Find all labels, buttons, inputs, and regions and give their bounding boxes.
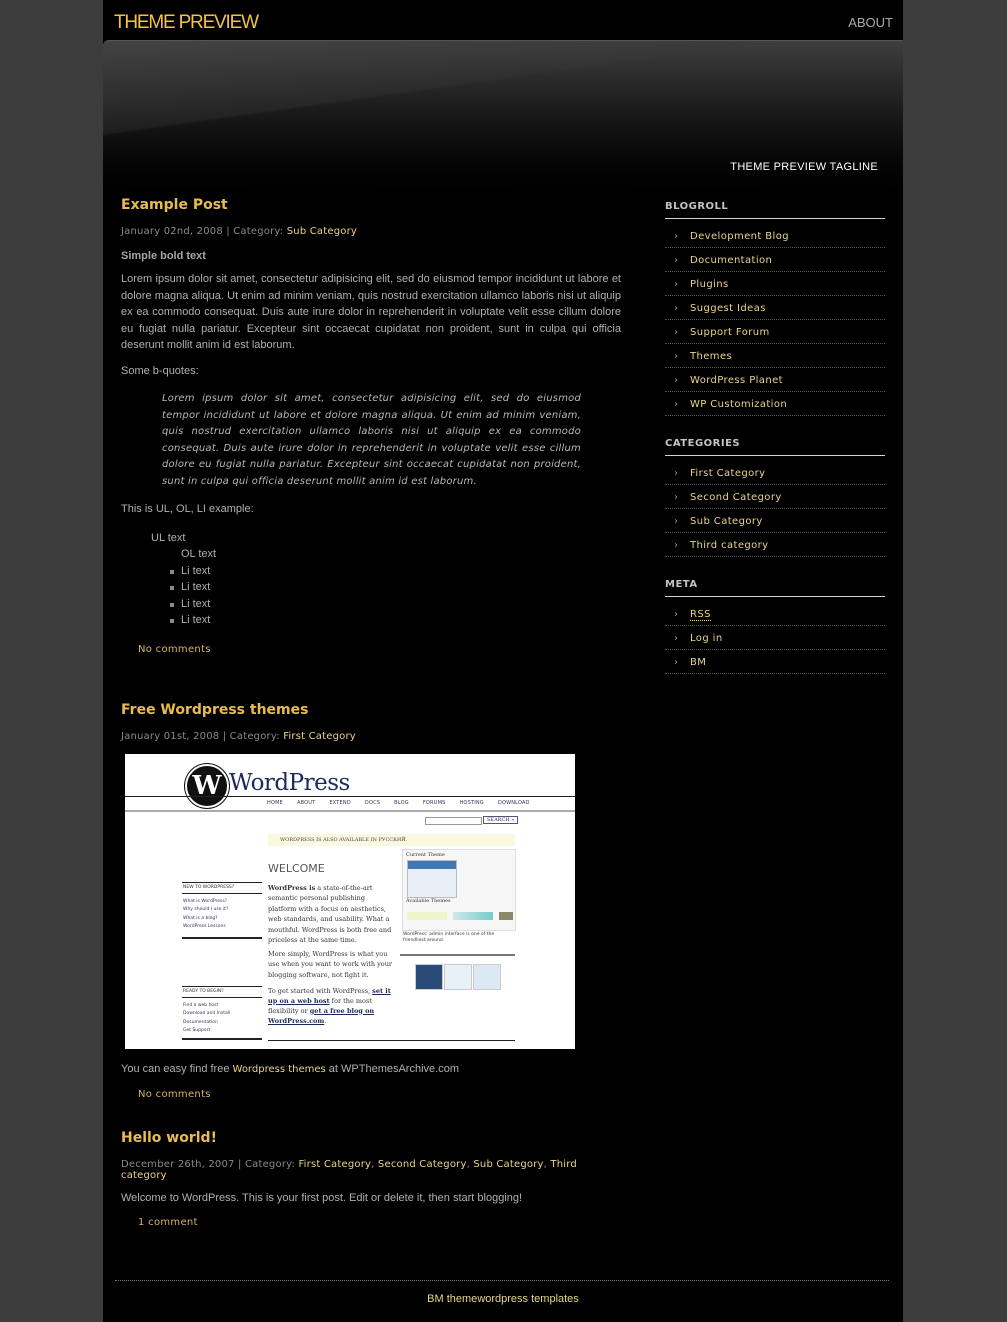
blogroll-item[interactable] [665,296,885,320]
chevron-right-icon: › [674,375,679,386]
post-title[interactable] [121,1130,621,1146]
text: set it up on a web host [268,986,391,1005]
screenshot-ready-heading: READY TO BEGIN? [183,988,224,994]
screenshot-nav-item: FORUMS [422,799,446,806]
sidebar [665,201,885,696]
category-link[interactable]: Sub Category [690,516,763,527]
comments-link[interactable]: No comments [138,1089,211,1100]
theme-thumbnail [499,912,513,920]
wordpress-wordmark: WordPress [229,769,350,796]
divider [182,1038,262,1040]
post-paragraph [121,1061,621,1079]
text: You can easy find free [121,1062,233,1075]
comments-link[interactable]: No comments [138,643,211,655]
site-tagline: THEME PREVIEW TAGLINE [730,161,878,173]
footer-divider [115,1280,889,1281]
blogroll-link[interactable]: WP Customization [690,399,788,410]
category-item[interactable] [665,461,885,485]
post-paragraph: Lorem ipsum dolor sit amet, consectetur adipisicing elit, sed do eiusmod tempor incididunt ut labore et dolore magna aliqua. Ut enim ad minim veniam, quis nostrud exercitation ullamco laboris nisi ut aliquip ex ea commodo consequat. Duis aute irure dolor in reprehenderit in voluptate velit esse cillum dolore eu fugiat nulla pariatur. Excepteur sint occaecat cupidatat non proident, sunt in culpa qui officia deserunt mollit anim id est laborum. [121,273,621,351]
screenshot-notice: WORDPRESS IS ALSO AVAILABLE IN РУССКИЙ. [268,834,515,846]
screenshot-nav [267,800,544,806]
blogroll-link[interactable]: Development Blog [690,231,790,242]
blogroll-link[interactable]: Themes [690,351,733,362]
top-bar [103,0,903,40]
meta-list [665,602,885,674]
separator: , [371,1159,378,1170]
divider [182,997,262,998]
widget-title: META [665,579,885,597]
theme-thumbnail [407,860,457,898]
bm-theme-link[interactable]: BM theme [427,1293,478,1305]
text: Current Theme [406,851,445,858]
li-list [170,563,621,629]
screenshot-nav-item: DOWNLOAD [497,799,530,806]
main-content [121,197,621,1229]
wordpress-themes-link[interactable]: Wordpress themes [232,1063,326,1075]
text: WordPress Lessons [183,924,226,929]
chevron-right-icon: › [674,540,679,551]
post-title-link[interactable]: Hello world! [121,1130,217,1146]
blogroll-link[interactable]: Support Forum [690,327,770,338]
screenshot-thumb [473,964,501,990]
post-meta [121,1159,621,1181]
screenshot-nav-item: ABOUT [296,799,316,806]
footer [103,1293,903,1305]
chevron-right-icon: › [674,231,679,242]
screenshot-nav-item: BLOG [394,799,409,806]
screenshot-new-heading: NEW TO WORDPRESS? [183,884,235,890]
nav-about-link[interactable]: ABOUT [848,15,893,30]
wordpress-screenshot-image [125,754,575,1049]
screenshot-nav-item: HOSTING [459,799,484,806]
post-title-link[interactable]: Example Post [121,197,228,213]
widget-title: CATEGORIES [665,438,885,456]
blogroll-link[interactable]: Documentation [690,255,773,266]
post-title[interactable] [121,702,621,718]
bold-text: Simple bold text [121,250,206,262]
screenshot-intro [268,883,393,946]
list-item: Li text [170,579,621,596]
theme-thumbnail [407,912,447,920]
post-date: December 26th, 2007 [121,1159,235,1170]
category-label: | Category: [219,730,284,742]
screenshot-search-button: SEARCH » [483,816,518,824]
post-title[interactable] [121,197,621,213]
category-link[interactable]: First Category [283,730,356,742]
meta-item[interactable] [665,650,885,674]
bm-link[interactable]: BM [690,657,707,668]
blogroll-item[interactable] [665,224,885,248]
categories-list [665,461,885,557]
ol-text: OL text [181,548,217,560]
text: for the most flexibility or [268,996,372,1015]
text: . [324,1016,327,1025]
text: Why should I use it? [183,907,229,912]
blogroll-item[interactable] [665,320,885,344]
text: Download and Install [183,1011,231,1016]
chevron-right-icon: › [674,516,679,527]
screenshot-nav-item: EXTEND [329,799,351,806]
ul-text: UL text [151,531,186,544]
blockquote: Lorem ipsum dolor sit amet, consectetur adipisicing elit, sed do eiusmod tempor incididunt ut labore et dolore magna aliqua. Ut enim ad minim veniam, quis nostrud exercitation ullamco laboris nisi ut aliquip ex ea commodo consequat. Duis aute irure dolor in reprehenderit in voluptate velit esse cillum dolore eu fugiat nulla pariatur. Excepteur sint occaecat cupidatat non proident, sunt in culpa qui officia deserunt mollit anim id est laborum. [162,393,581,487]
wordpress-templates-link[interactable]: wordpress templates [477,1293,579,1305]
rss-link[interactable]: RSS [690,609,711,620]
blogroll-item[interactable] [665,392,885,416]
text: Available Themes [406,897,451,904]
category-label: | Category: [222,226,287,237]
wordpress-logo-icon: W [185,764,229,808]
comments-link[interactable]: 1 comment [138,1216,198,1228]
category-item[interactable] [665,509,885,533]
blogroll-widget [665,201,885,416]
thumbnail-bar [408,861,456,869]
chevron-right-icon: › [674,303,679,314]
site-title-link[interactable]: THEME PREVIEW [114,12,258,33]
widget-title: BLOGROLL [665,201,885,219]
divider [182,893,262,894]
screenshot-theme-panel [402,849,516,931]
list-item: Li text [170,563,621,580]
screenshot-welcome: WELCOME [268,861,325,875]
blogroll-list [665,224,885,416]
text: get a free blog on WordPress.com [268,1006,375,1025]
category-link[interactable]: Sub Category [473,1159,544,1170]
category-link[interactable]: Sub Category [286,226,358,237]
post-date: January 02nd, 2008 [121,226,223,237]
post-free-themes [121,702,621,1102]
category-item[interactable] [665,485,885,509]
chevron-right-icon: › [674,255,679,266]
screenshot-para2: More simply, WordPress is what you use when you want to work with your blogging software, not fight it. [268,949,392,979]
screenshot-new-links [183,898,228,932]
chevron-right-icon: › [674,468,679,479]
divider [125,810,575,812]
divider [182,937,262,939]
categories-widget [665,438,885,557]
chevron-right-icon: › [674,633,679,644]
divider [400,954,515,956]
category-link[interactable]: Third category [121,1159,577,1181]
login-link[interactable]: Log in [690,633,723,644]
category-label: | Category: [234,1159,299,1170]
text: What is WordPress? [183,898,228,904]
chevron-right-icon: › [674,399,679,410]
post-title-link[interactable]: Free Wordpress themes [121,701,309,718]
category-link[interactable]: First Category [298,1159,372,1170]
screenshot-search-box [425,817,482,825]
blogroll-link[interactable]: Suggest Ideas [690,303,766,314]
screenshot-intro-text: a state-of-the-art semantic personal publishing platform with a focus on aesthetics, web standards, and usability. What a mouthful. WordPress is both free and priceless at the same time. [268,883,392,944]
list-intro: This is UL, OL, LI example: [121,503,254,515]
separator: , [543,1159,551,1170]
blogroll-item[interactable] [665,368,885,392]
post-paragraph: Welcome to WordPress. This is your first post. Edit or delete it, then start blogging! [121,1192,523,1204]
page-container [103,0,903,1322]
post-example [121,197,621,656]
screenshot-para3 [268,986,393,1026]
chevron-right-icon: › [674,279,679,290]
text: Find a web host [183,1002,219,1008]
meta-item[interactable] [665,602,885,626]
text: To get started with WordPress, [268,986,373,995]
screenshot-ready-links [183,1002,230,1036]
category-link[interactable]: Second Category [690,492,782,503]
divider [268,1040,515,1041]
blogroll-link[interactable]: WordPress Planet [690,375,783,386]
divider [182,986,262,987]
blogroll-item[interactable] [665,248,885,272]
chevron-right-icon: › [674,492,679,503]
header-banner [103,40,903,193]
chevron-right-icon: › [674,609,679,620]
category-link[interactable]: First Category [690,468,766,479]
screenshot-nav-item: HOME [267,799,283,806]
separator: , [466,1159,474,1170]
text: What is a blog? [183,915,218,921]
category-link[interactable]: Second Category [377,1159,467,1170]
divider [182,882,262,883]
list-item: Li text [170,596,621,613]
post-hello-world [121,1130,621,1229]
meta-widget [665,579,885,674]
chevron-right-icon: › [674,657,679,668]
chevron-right-icon: › [674,351,679,362]
post-date: January 01st, 2008 [121,730,220,742]
bquote-intro: Some b-quotes: [121,364,199,377]
chevron-right-icon: › [674,327,679,338]
screenshot-intro-bold: WordPress is [268,883,316,892]
post-meta [121,731,621,742]
screenshot-thumb [444,964,472,990]
theme-thumbnail [453,912,493,920]
blogroll-item[interactable] [665,272,885,296]
category-item[interactable] [665,533,885,557]
category-link[interactable]: Third category [690,540,769,551]
blogroll-link[interactable]: Plugins [690,279,729,290]
blogroll-item[interactable] [665,344,885,368]
screenshot-admin-caption: WordPress' admin interface is one of the friendliest around. [403,931,495,943]
screenshot-nav-item: DOCS [364,799,381,806]
screenshot-thumb [415,964,443,990]
text: Get Support [183,1028,211,1033]
list-item: Li text [170,612,621,629]
text: Documentation [183,1019,218,1025]
post-meta [121,226,621,237]
text: at WPThemesArchive.com [325,1062,459,1075]
meta-item[interactable] [665,626,885,650]
divider [125,796,575,797]
